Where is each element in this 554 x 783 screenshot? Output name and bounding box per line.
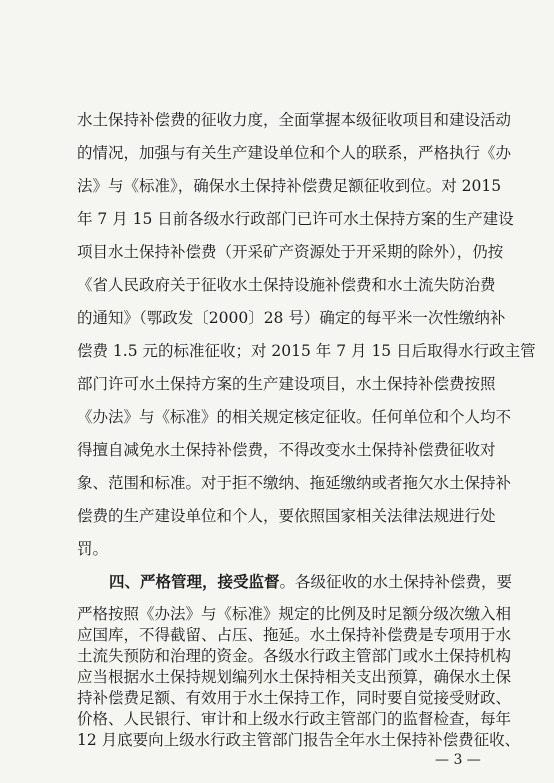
text-line: 的情况，加强与有关生产建设单位和个人的联系，严格执行《办 [77,144,512,162]
text-line: 罚。 [77,540,109,558]
section-heading: 四、严格管理，接受监督 [109,572,280,591]
text-line: 年 7 月 15 日前各级水行政部门已许可水土保持方案的生产建设 [77,210,514,228]
section-heading-line [109,572,513,592]
text-line: 《省人民政府关于征收水土保持设施补偿费和水土流失防治费 [77,276,496,294]
text-line: 的通知》（鄂政发〔2000〕28 号）确定的每平米一次性缴纳补 [77,309,506,327]
text-line: 价格、人民银行、审计和上级水行政主管部门的监督检查，每年 [77,710,512,728]
page-number: — 3 — [435,752,481,768]
text-line: 水土保持补偿费的征收力度，全面掌握本级征收项目和建设活动 [77,111,512,129]
text-line: 土流失预防和治理的资金。各级水行政主管部门或水土保持机构 [77,647,512,665]
section-heading-rest: 。各级征收的水土保持补偿费，要 [279,573,513,591]
text-line: 法》与《标准》，确保水土保持补偿费足额征收到位。对 2015 [77,177,502,195]
text-line: 部门许可水土保持方案的生产建设项目，水土保持补偿费按照 [77,375,496,393]
text-line: 持补偿费足额、有效用于水土保持工作，同时要自觉接受财政、 [77,689,512,707]
text-line: 12 月底要向上级水行政主管部门报告全年水土保持补偿费征收、 [77,731,521,749]
text-line: 偿费 1.5 元的标准征收；对 2015 年 7 月 15 日后取得水行政主管 [77,342,536,360]
text-line: 应国库，不得截留、占压、拖延。水土保持补偿费是专项用于水 [77,626,512,644]
text-line: 偿费的生产建设单位和个人，要依照国家相关法律法规进行处 [77,507,496,525]
text-line: 项目水土保持补偿费（开采矿产资源处于开采期的除外），仍按 [77,243,504,261]
text-line: 严格按照《办法》与《标准》规定的比例及时足额分级次缴入相 [77,605,512,623]
text-line: 应当根据水土保持规划编列水土保持相关支出预算，确保水土保 [77,668,512,686]
text-line: 得擅自减免水土保持补偿费，不得改变水土保持补偿费征收对 [77,441,496,459]
text-line: 象、范围和标准。对于拒不缴纳、拖延缴纳或者拖欠水土保持补 [77,474,512,492]
text-line: 《办法》与《标准》的相关规定核定征收。任何单位和个人均不 [77,408,512,426]
